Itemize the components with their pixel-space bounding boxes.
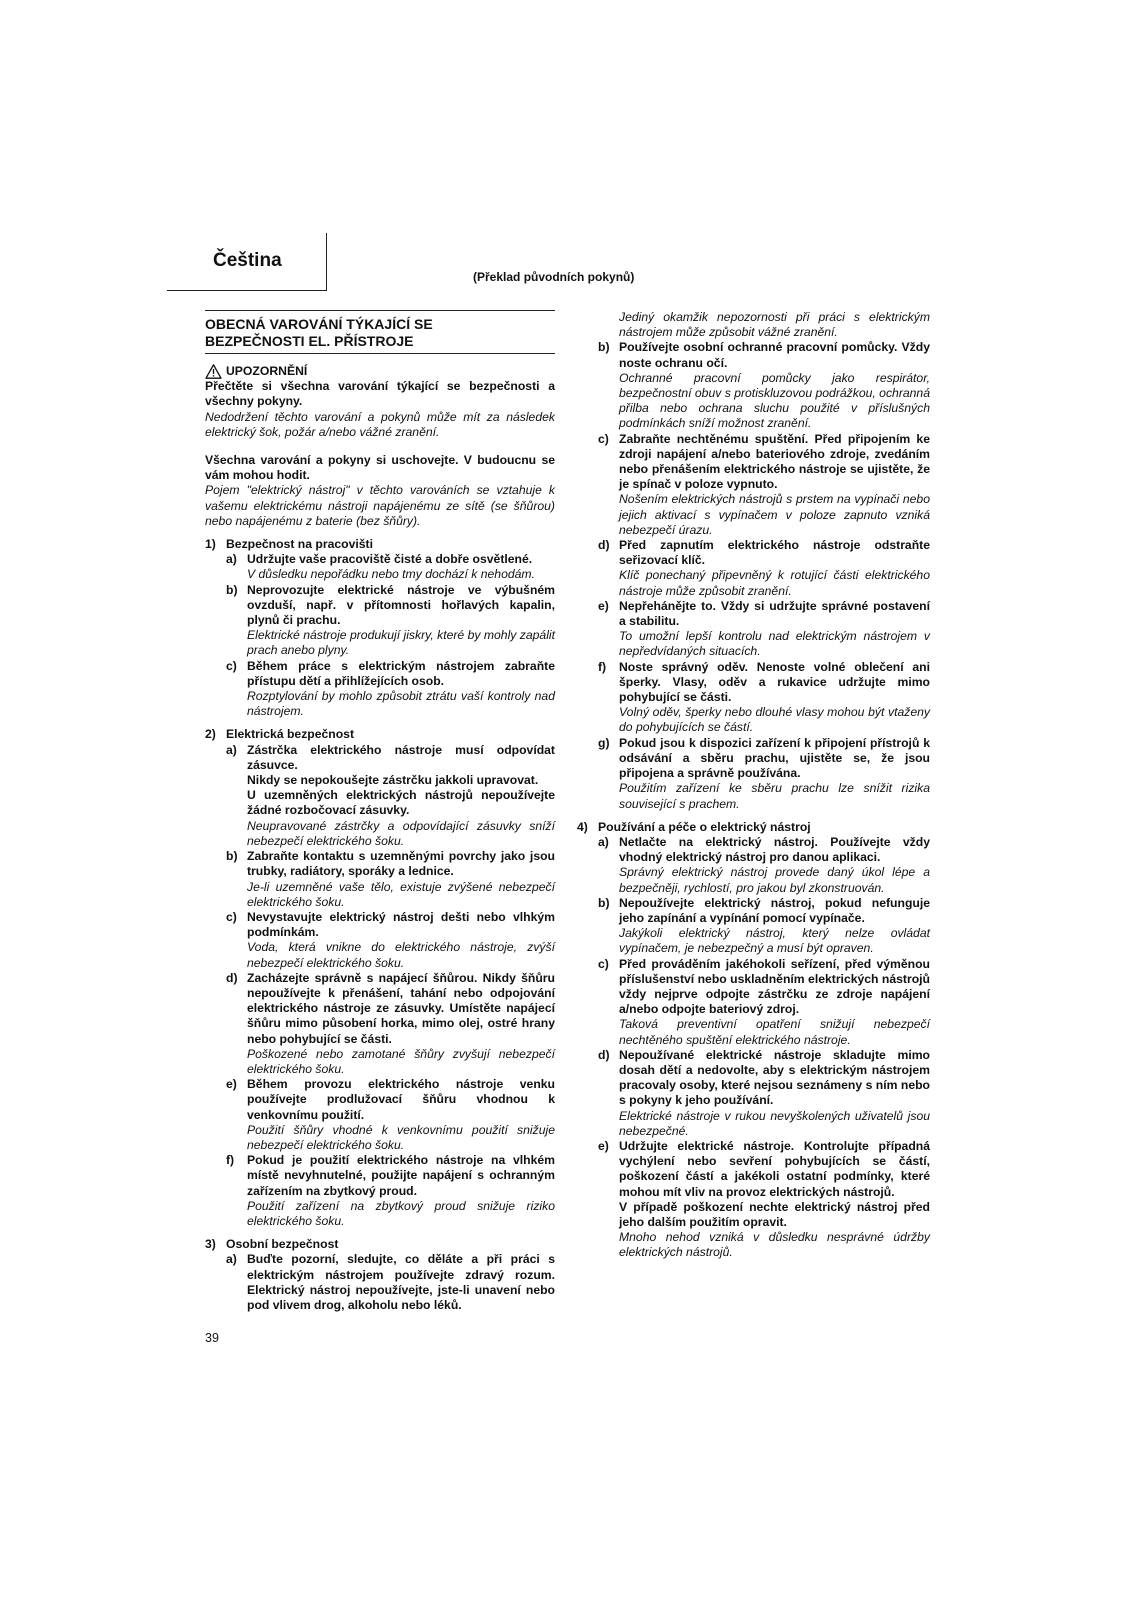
section-2-title: Elektrická bezpečnost bbox=[226, 727, 355, 742]
intro-bold: Přečtěte si všechna varování týkající se bezpečnosti a všechny pokyny. bbox=[205, 379, 555, 409]
section-1-title: Bezpečnost na pracovišti bbox=[226, 537, 373, 552]
warning-label: UPOZORNĚNÍ bbox=[226, 364, 308, 378]
right-column bbox=[577, 310, 930, 1261]
list-item: f) Pokud je použití elektrického nástroje na vlhkém místě nevyhnutelné, použijte napájení s ochranným zařízením na zbytkový proud. Použití zařízení na zbytkový proud snižuje riziko elektrického šoku. bbox=[226, 1153, 555, 1228]
list-item: b) Nepoužívejte elektrický nástroj, pokud nefunguje jeho zapínání a vypínání pomocí vypínače. Jakýkoli elektrický nástroj, který nelze ovládat vypínačem, je nebezpečný a musí být opraven. bbox=[598, 895, 930, 956]
section-3-heading bbox=[205, 1237, 555, 1252]
list-item: b) Používejte osobní ochranné pracovní pomůcky. Vždy noste ochranu očí. Ochranné pracovní pomůcky jako respirátor, bezpečnostní obuv s protiskluzovou podrážkou, ochranná přilba nebo ochrana sluchu použité v příslušných podmínkách sníží možnost zranění. bbox=[598, 340, 930, 431]
section-3-title: Osobní bezpečnost bbox=[226, 1237, 339, 1252]
list-item: c) Před prováděním jakéhokoli seřízení, před výměnou příslušenství nebo uskladněním elektrických nástrojů vždy nejprve odpojte zástrčku ze zdroje napájení a/nebo odpojte bateriový zdroj. Taková preventivní opatření snižují nebezpečí nechtěného spuštění elektrického nástroje. bbox=[598, 956, 930, 1047]
section-4-number: 4) bbox=[577, 819, 588, 834]
list-item: g) Pokud jsou k dispozici zařízení k připojení přístrojů k odsávání a sběru prachu, ujistěte se, že jsou připojena a správně používána. Použitím zařízení ke sběru prachu lze snížit rizika související s prachem. bbox=[598, 735, 930, 811]
section-4-heading bbox=[577, 820, 930, 835]
tool-definition: Pojem "elektrický nástroj" v těchto varováních se vztahuje k vašemu elektrickému nástroji napájenému ze sítě (se šňůrou) nebo napájenému z baterie (bez šňůry). bbox=[205, 483, 555, 528]
continued-text: Jediný okamžik nepozornosti při práci s elektrickým nástrojem může způsobit vážné zranění. bbox=[619, 310, 930, 340]
section-2-number: 2) bbox=[205, 727, 216, 742]
section-3-number: 3) bbox=[205, 1237, 216, 1252]
list-item: d) Před zapnutím elektrického nástroje odstraňte seřizovací klíč. Klíč ponechaný připevněný k rotující části elektrického nástroje může způsobit zranění. bbox=[598, 538, 930, 598]
warning-triangle-icon bbox=[205, 364, 222, 379]
list-item: a) Zástrčka elektrického nástroje musí odpovídat zásuvce. Nikdy se nepokoušejte zástrčku jakkoli upravovat. U uzemněných elektrických nástrojů nepoužívejte žádné rozbočovací zásuvky. Neupravované zástrčky a odpovídající zásuvky sníží nebezpečí elektrického šoku. bbox=[226, 742, 555, 848]
list-item: c) Zabraňte nechtěnému spuštění. Před připojením ke zdroji napájení a/nebo bateriového zdroje, zvedáním nebo přenášením elektrického nástroje se ujistěte, že je spínač v poloze vypnuto. Nošením elektrických nástrojů s prstem na vypínači nebo jejich aktivací s vypínačem v poloze zapnuto vzniká nebezpečí úrazu. bbox=[598, 431, 930, 537]
translation-note: (Překlad původních pokynů) bbox=[473, 270, 635, 284]
list-item: b) Zabraňte kontaktu s uzemněnými povrchy jako jsou trubky, radiátory, sporáky a lednice. Je-li uzemněné vaše tělo, existuje zvýšené nebezpečí elektrického šoku. bbox=[226, 849, 555, 909]
left-column bbox=[205, 310, 555, 1313]
list-item: b) Neprovozujte elektrické nástroje ve výbušném ovzduší, např. v přítomnosti hořlavých kapalin, plynů či prachu. Elektrické nástroje produkují jiskry, které by mohly zapálit prach anebo plyny. bbox=[226, 582, 555, 658]
section-title-line2: BEZPEČNOSTI EL. PŘÍSTROJE bbox=[205, 333, 414, 349]
list-item: a) Netlačte na elektrický nástroj. Používejte vždy vhodný elektrický nástroj pro danou aplikaci. Správný elektrický nástroj provede daný úkol lépe a bezpečněji, rychlostí, pro jakou byl zkonstruován. bbox=[598, 834, 930, 895]
language-title: Čeština bbox=[213, 250, 282, 271]
intro-italic: Nedodržení těchto varování a pokynů může mít za následek elektrický šok, požár a/nebo vážné zranění. bbox=[205, 409, 555, 439]
section-4-title: Používání a péče o elektrický nástroj bbox=[598, 819, 811, 834]
keep-instructions: Všechna varování a pokyny si uschovejte. V budoucnu se vám mohou hodit. bbox=[205, 453, 555, 483]
section-title-line1: OBECNÁ VAROVÁNÍ TÝKAJÍCÍ SE bbox=[205, 316, 433, 332]
list-item: d) Nepoužívané elektrické nástroje skladujte mimo dosah dětí a nedovolte, aby s elektrickým nástrojem pracovaly osoby, které nejsou seznámeny s ním nebo s pokyny k jeho používání. Elektrické nástroje v rukou nevyškolených uživatelů jsou nebezpečné. bbox=[598, 1047, 930, 1138]
section-1-heading bbox=[205, 537, 555, 552]
list-item: c) Během práce s elektrickým nástrojem zabraňte přístupu dětí a přihlížejících osob. Rozptylování by mohlo způsobit ztrátu vaší kontroly nad nástrojem. bbox=[226, 658, 555, 719]
section-title bbox=[205, 310, 555, 354]
page-number: 39 bbox=[205, 1331, 219, 1345]
section-1-number: 1) bbox=[205, 537, 216, 552]
list-item: c) Nevystavujte elektrický nástroj dešti nebo vlhkým podmínkám. Voda, která vnikne do elektrického nástroje, zvýší nebezpečí elektrického šoku. bbox=[226, 909, 555, 970]
list-item: a) Buďte pozorní, sledujte, co děláte a při práci s elektrickým nástrojem používejte zdravý rozum. Elektrický nástroj nepoužívejte, jste-li unavení nebo pod vlivem drog, alkoholu nebo léků. bbox=[226, 1252, 555, 1312]
list-item: e) Udržujte elektrické nástroje. Kontrolujte případná vychýlení nebo sevření pohybujících se částí, poškození částí a jakékoli ostatní podmínky, které mohou mít vliv na provoz elektrických nástrojů. V případě poškození nechte elektrický nástroj před jeho dalším použitím opravit. Mnoho nehod vzniká v důsledku nesprávné údržby elektrických nástrojů. bbox=[598, 1138, 930, 1260]
section-2-heading bbox=[205, 727, 555, 742]
list-item: e) Během provozu elektrického nástroje venku používejte prodlužovací šňůru vhodnou k venkovnímu použití. Použití šňůry vhodné k venkovnímu použití snižuje nebezpečí elektrického šoku. bbox=[226, 1077, 555, 1152]
list-item: f) Noste správný oděv. Nenoste volné oblečení ani šperky. Vlasy, oděv a rukavice udržujte mimo pohybující se části. Volný oděv, šperky nebo dlouhé vlasy mohou být vtaženy do pohybujících se částí. bbox=[598, 659, 930, 735]
warning-heading bbox=[205, 364, 555, 379]
list-item: e) Nepřehánějte to. Vždy si udržujte správné postavení a stabilitu. To umožní lepší kontrolu nad elektrickým nástrojem v nepředvídaných situacích. bbox=[598, 598, 930, 659]
list-item: a) Udržujte vaše pracoviště čisté a dobře osvětlené. V důsledku nepořádku nebo tmy dochází k nehodám. bbox=[226, 552, 535, 582]
list-item: d) Zacházejte správně s napájecí šňůrou. Nikdy šňůru nepoužívejte k přenášení, tahání nebo odpojování elektrického nástroje ze zásuvky. Umístěte napájecí šňůru mimo působení horka, mimo olej, ostré hrany nebo pohybující se části. Poškozené nebo zamotané šňůry zvyšují nebezpečí elektrického šoku. bbox=[226, 970, 555, 1076]
